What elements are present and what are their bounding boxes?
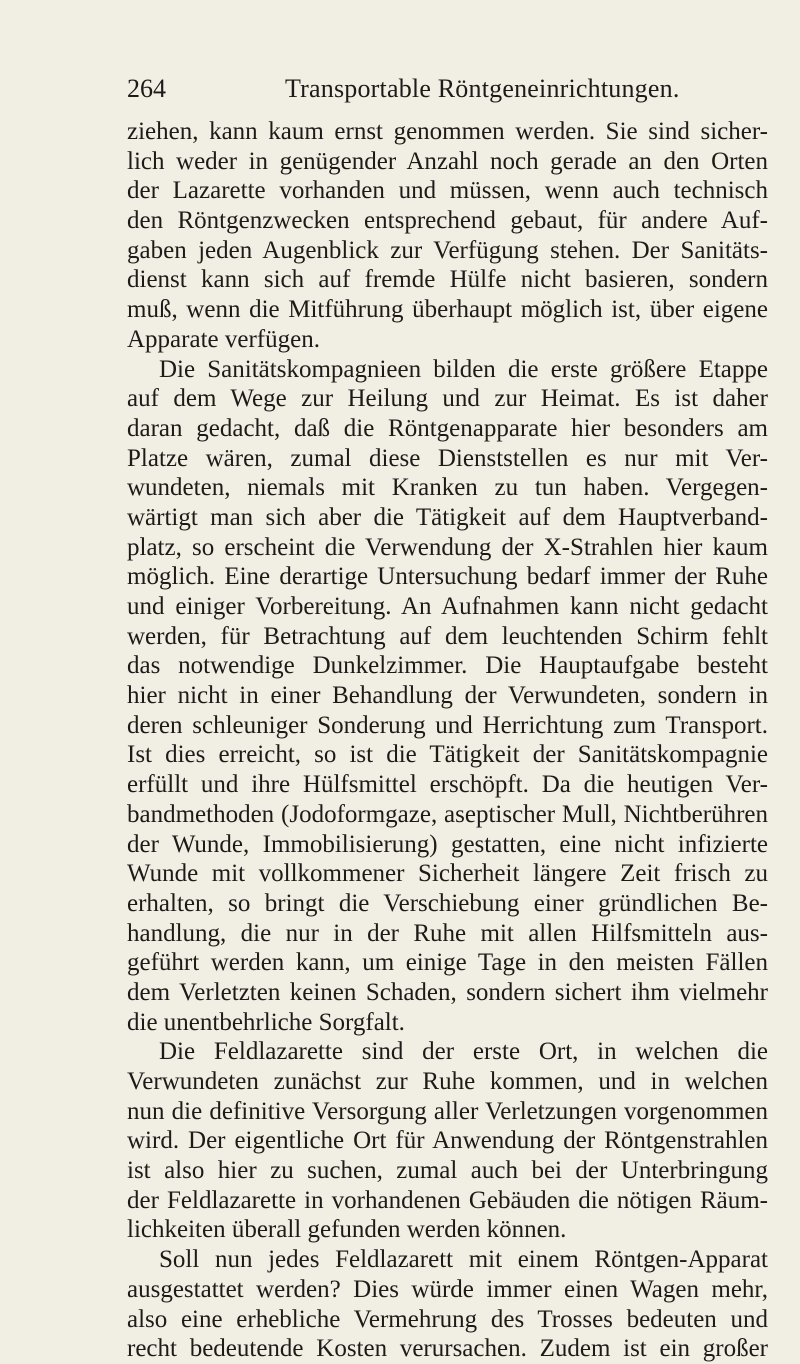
- text-line: lichkeiten überall gefunden werden können.: [127, 1216, 567, 1244]
- text-line: das notwendige Dunkelzimmer. Die Hauptaufgabe besteht: [127, 652, 768, 680]
- text-line: Platze wären, zumal diese Dienststellen es nur mit Ver-: [127, 444, 768, 472]
- text-line: die unentbehrliche Sorgfalt.: [127, 1008, 405, 1036]
- text-line: wird. Der eigentliche Ort für Anwendung der Röntgenstrahlen: [127, 1127, 768, 1155]
- text-line: Apparate verfügen.: [127, 325, 320, 353]
- text-line: platz, so erscheint die Verwendung der X-Strahlen hier kaum: [127, 533, 768, 561]
- text-line: der Wunde, Immobilisierung) gestatten, eine nicht infizierte: [127, 830, 768, 858]
- text-line: lich weder in genügender Anzahl noch gerade an den Orten: [127, 147, 768, 175]
- text-line: Ist dies erreicht, so ist die Tätigkeit der Sanitätskompagnie: [127, 741, 768, 769]
- text-line: dienst kann sich auf fremde Hülfe nicht basieren, sondern: [127, 266, 768, 294]
- text-line: werden, für Betrachtung auf dem leuchtenden Schirm fehlt: [127, 622, 768, 650]
- text-line: erfüllt und ihre Hülfsmittel erschöpft. Da die heutigen Ver-: [127, 771, 768, 799]
- running-title: Transportable Röntgeneinrichtungen.: [285, 74, 680, 103]
- text-line: ausgestattet werden? Dies würde immer einen Wagen mehr,: [127, 1275, 768, 1303]
- text-line: daran gedacht, daß die Röntgenapparate hier besonders am: [127, 414, 768, 442]
- text-line: recht bedeutende Kosten verursachen. Zudem ist ein großer: [127, 1335, 768, 1363]
- text-line: und einiger Vorbereitung. An Aufnahmen kann nicht gedacht: [127, 593, 768, 620]
- text-line: gaben jeden Augenblick zur Verfügung stehen. Der Sanitäts-: [127, 236, 768, 264]
- page-header: [127, 72, 767, 106]
- text-line: Verwundeten zunächst zur Ruhe kommen, und in welchen: [127, 1068, 768, 1095]
- text-line: hier nicht in einer Behandlung der Verwundeten, sondern in: [127, 682, 768, 710]
- text-line: Die Sanitätskompagnieen bilden die erste größere Etappe: [159, 355, 768, 383]
- text-line: nun die definitive Versorgung aller Verletzungen vorgenommen: [127, 1097, 768, 1125]
- text-line: deren schleuniger Sonderung und Herrichtung zum Transport.: [127, 711, 768, 739]
- body-text: [127, 117, 768, 1364]
- text-line: bandmethoden (Jodoformgaze, aseptischer Mull, Nichtberühren: [127, 800, 768, 828]
- text-line: Die Feldlazarette sind der erste Ort, in welchen die: [159, 1038, 768, 1066]
- text-line: ist also hier zu suchen, zumal auch bei der Unterbringung: [127, 1157, 768, 1185]
- text-line: ziehen, kann kaum ernst genommen werden. Sie sind sicher-: [127, 118, 768, 145]
- text-line: möglich. Eine derartige Untersuchung bedarf immer der Ruhe: [127, 563, 768, 591]
- text-line: der Lazarette vorhanden und müssen, wenn auch technisch: [127, 177, 768, 205]
- text-line: den Röntgenzwecken entsprechend gebaut, für andere Auf-: [127, 207, 768, 235]
- text-line: erhalten, so bringt die Verschiebung einer gründlichen Be-: [127, 889, 768, 917]
- text-line: Soll nun jedes Feldlazarett mit einem Röntgen-Apparat: [159, 1246, 768, 1274]
- text-line: muß, wenn die Mitführung überhaupt möglich ist, über eigene: [127, 296, 768, 324]
- text-line: also eine erhebliche Vermehrung des Trosses bedeuten und: [127, 1305, 768, 1333]
- page-number: 264: [127, 74, 166, 103]
- text-line: auf dem Wege zur Heilung und zur Heimat. Es ist daher: [127, 385, 768, 413]
- text-line: handlung, die nur in der Ruhe mit allen Hilfsmitteln aus-: [127, 919, 768, 947]
- text-line: wundeten, niemals mit Kranken zu tun haben. Vergegen-: [127, 474, 768, 502]
- text-line: geführt werden kann, um einige Tage in den meisten Fällen: [127, 949, 768, 977]
- text-line: wärtigt man sich aber die Tätigkeit auf dem Hauptverband-: [127, 503, 768, 531]
- text-line: der Feldlazarette in vorhandenen Gebäuden die nötigen Räum-: [127, 1186, 768, 1214]
- text-line: dem Verletzten keinen Schaden, sondern sichert ihm vielmehr: [127, 978, 768, 1006]
- text-line: Wunde mit vollkommener Sicherheit längere Zeit frisch zu: [127, 860, 768, 888]
